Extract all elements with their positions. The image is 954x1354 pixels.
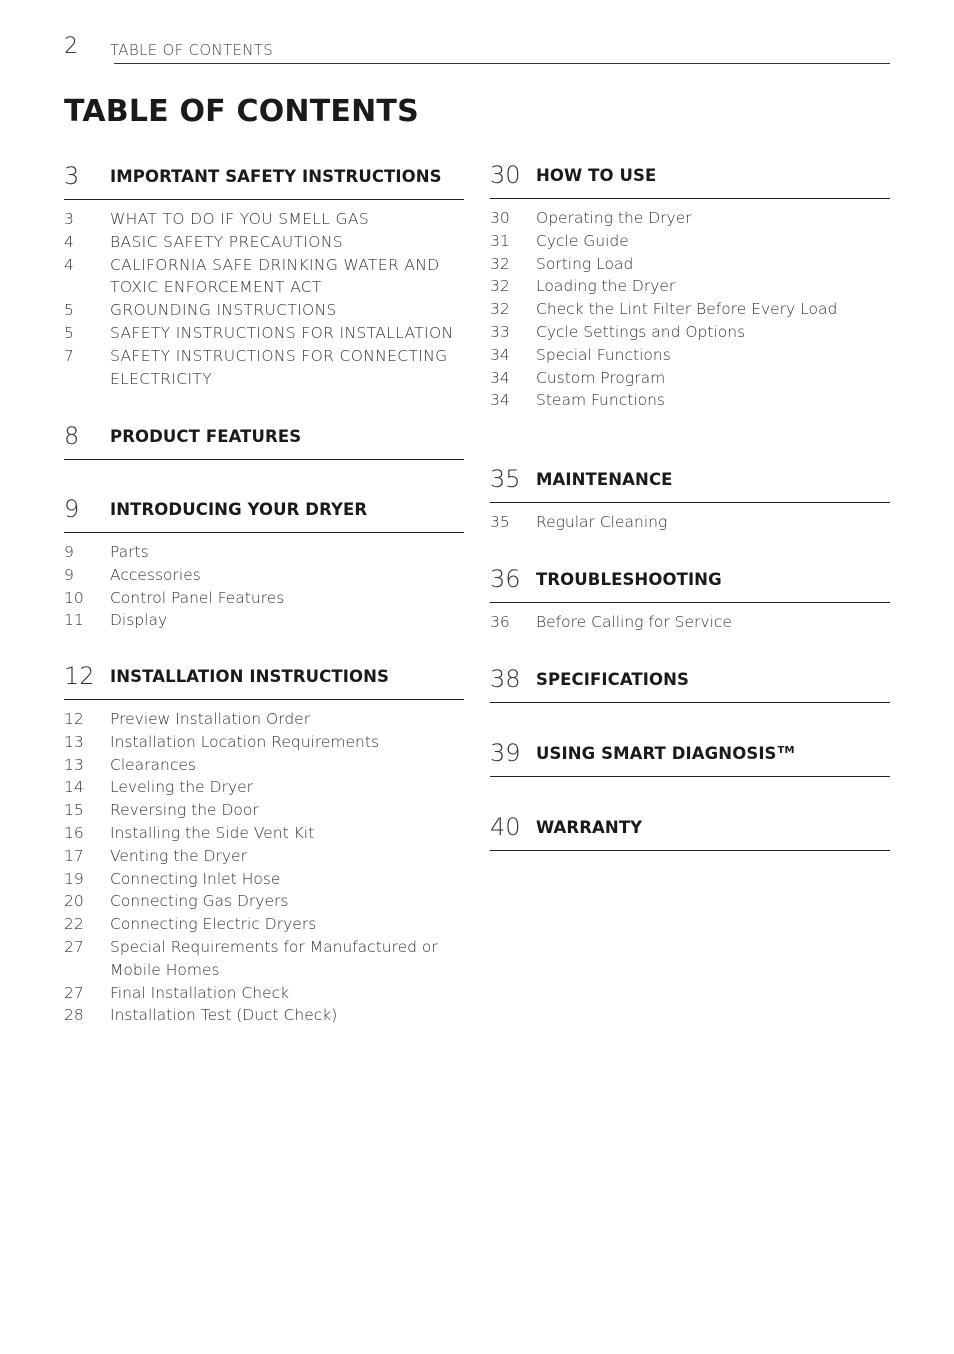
toc-entry[interactable] bbox=[490, 511, 890, 534]
entry-page-number: 19 bbox=[64, 869, 84, 888]
section-page-number: 40 bbox=[490, 813, 521, 841]
entry-page-number: 17 bbox=[64, 846, 84, 865]
entry-title: Check the Lint Filter Before Every Load bbox=[536, 300, 838, 319]
toc-entry[interactable] bbox=[64, 845, 464, 868]
entry-page-number: 5 bbox=[64, 301, 74, 320]
toc-entry[interactable] bbox=[64, 609, 464, 632]
entry-title: Operating the Dryer bbox=[536, 209, 692, 227]
section-page-number: 36 bbox=[490, 565, 521, 593]
running-header bbox=[64, 34, 890, 64]
entry-title: Before Calling for Service bbox=[536, 613, 732, 631]
section-title-text: IMPORTANT SAFETY INSTRUCTIONS bbox=[110, 167, 442, 186]
section-page-number: 39 bbox=[490, 739, 521, 767]
entry-title: SAFETY INSTRUCTIONS FOR CONNECTING ELECTRICITY bbox=[110, 346, 448, 388]
toc-entry[interactable] bbox=[64, 799, 464, 822]
section-entry-list bbox=[490, 511, 890, 534]
toc-section bbox=[490, 559, 890, 634]
toc-entry[interactable] bbox=[490, 389, 890, 412]
section-page-number: 8 bbox=[64, 422, 80, 450]
toc-section bbox=[490, 659, 890, 703]
entry-title: Cycle Settings and Options bbox=[536, 322, 746, 341]
entry-page-number: 32 bbox=[490, 300, 510, 319]
toc-entry[interactable] bbox=[64, 1004, 464, 1027]
entry-page-number: 32 bbox=[490, 254, 510, 273]
toc-entry[interactable] bbox=[490, 298, 890, 321]
toc-entry[interactable] bbox=[490, 253, 890, 276]
entry-title: Cycle Guide bbox=[536, 231, 629, 250]
entry-page-number: 16 bbox=[64, 823, 84, 842]
entry-page-number: 32 bbox=[490, 277, 510, 296]
toc-entry[interactable] bbox=[64, 208, 464, 231]
section-heading[interactable] bbox=[64, 156, 464, 200]
toc-entry[interactable] bbox=[64, 322, 464, 345]
section-page-number: 12 bbox=[64, 662, 95, 690]
toc-entry[interactable] bbox=[490, 321, 890, 344]
entry-page-number: 11 bbox=[64, 611, 84, 630]
entry-page-number: 9 bbox=[64, 543, 74, 561]
section-title-text: WARRANTY bbox=[536, 818, 643, 837]
page-number: 2 bbox=[64, 34, 78, 59]
section-title bbox=[536, 470, 673, 490]
section-entry-list bbox=[64, 708, 464, 1027]
entry-title: Installing the Side Vent Kit bbox=[110, 823, 315, 842]
entry-page-number: 36 bbox=[490, 613, 510, 631]
section-page-number: 9 bbox=[64, 495, 80, 523]
section-heading[interactable] bbox=[64, 489, 464, 533]
entry-title: Display bbox=[110, 611, 168, 630]
entry-page-number: 28 bbox=[64, 1006, 84, 1025]
section-entry-list bbox=[490, 611, 890, 634]
toc-entry[interactable] bbox=[64, 822, 464, 845]
entry-page-number: 20 bbox=[64, 892, 84, 911]
section-title bbox=[536, 818, 642, 838]
entry-title: Special Requirements for Manufactured or Mobile Homes bbox=[110, 937, 438, 979]
entry-title: Special Functions bbox=[536, 345, 671, 364]
section-title-text: HOW TO USE bbox=[536, 166, 657, 185]
entry-page-number: 22 bbox=[64, 915, 84, 934]
toc-entry[interactable] bbox=[490, 344, 890, 367]
toc-entry[interactable] bbox=[64, 254, 464, 300]
entry-title: Steam Functions bbox=[536, 391, 665, 410]
toc-section bbox=[490, 733, 890, 777]
entry-page-number: 27 bbox=[64, 983, 84, 1002]
section-entry-list bbox=[490, 207, 890, 412]
section-entry-list bbox=[64, 208, 464, 390]
entry-page-number: 13 bbox=[64, 732, 84, 751]
entry-page-number: 14 bbox=[64, 778, 84, 797]
toc-entry[interactable] bbox=[490, 207, 890, 230]
entry-page-number: 13 bbox=[64, 755, 84, 774]
section-title bbox=[536, 166, 656, 186]
section-title bbox=[536, 570, 722, 590]
section-heading[interactable] bbox=[64, 656, 464, 700]
section-page-number: 38 bbox=[490, 665, 521, 693]
entry-title: Custom Program bbox=[536, 368, 666, 387]
toc-entry[interactable] bbox=[490, 275, 890, 298]
entry-title: Reversing the Door bbox=[110, 801, 259, 820]
entry-title: WHAT TO DO IF YOU SMELL GAS bbox=[110, 210, 370, 228]
section-heading[interactable] bbox=[490, 459, 890, 503]
section-heading[interactable] bbox=[490, 733, 890, 777]
section-page-number: 30 bbox=[490, 161, 521, 189]
section-title bbox=[536, 744, 795, 764]
entry-title: Regular Cleaning bbox=[536, 513, 668, 531]
entry-page-number: 7 bbox=[64, 346, 74, 365]
entry-title: Leveling the Dryer bbox=[110, 778, 254, 797]
toc-entry[interactable] bbox=[490, 611, 890, 634]
section-title-text: SPECIFICATIONS bbox=[536, 670, 690, 689]
toc-entry[interactable] bbox=[64, 231, 464, 254]
header-rule bbox=[114, 63, 890, 64]
toc-entry[interactable] bbox=[490, 367, 890, 390]
entry-page-number: 15 bbox=[64, 801, 84, 820]
toc-entry[interactable] bbox=[64, 754, 464, 777]
entry-title: Parts bbox=[110, 543, 149, 561]
entry-page-number: 35 bbox=[490, 513, 510, 531]
entry-page-number: 34 bbox=[490, 391, 510, 410]
section-title bbox=[110, 500, 367, 520]
toc-section bbox=[490, 155, 890, 412]
entry-page-number: 12 bbox=[64, 710, 84, 728]
entry-page-number: 27 bbox=[64, 937, 84, 956]
toc-entry[interactable] bbox=[64, 982, 464, 1005]
trademark-superscript: TM bbox=[777, 745, 795, 756]
entry-title: GROUNDING INSTRUCTIONS bbox=[110, 301, 337, 320]
section-heading[interactable] bbox=[490, 559, 890, 603]
toc-section bbox=[490, 807, 890, 851]
section-heading[interactable] bbox=[490, 807, 890, 851]
entry-title: CALIFORNIA SAFE DRINKING WATER AND TOXIC ENFORCEMENT ACT bbox=[110, 255, 440, 297]
section-heading[interactable] bbox=[64, 416, 464, 460]
toc-entry[interactable] bbox=[64, 541, 464, 564]
entry-title: Final Installation Check bbox=[110, 983, 290, 1002]
entry-page-number: 31 bbox=[490, 231, 510, 250]
toc-section bbox=[490, 459, 890, 534]
section-heading[interactable] bbox=[490, 659, 890, 703]
entry-title: Installation Test (Duct Check) bbox=[110, 1006, 338, 1025]
entry-page-number: 34 bbox=[490, 345, 510, 364]
section-title bbox=[110, 427, 301, 447]
section-page-number: 3 bbox=[64, 162, 80, 190]
section-entry-list bbox=[64, 541, 464, 632]
entry-page-number: 5 bbox=[64, 323, 74, 342]
toc-entry[interactable] bbox=[64, 936, 464, 982]
entry-title: SAFETY INSTRUCTIONS FOR INSTALLATION bbox=[110, 323, 454, 342]
toc-entry[interactable] bbox=[64, 299, 464, 322]
page-title: TABLE OF CONTENTS bbox=[64, 94, 419, 129]
entry-title: Connecting Inlet Hose bbox=[110, 869, 281, 888]
entry-title: Loading the Dryer bbox=[536, 277, 676, 296]
entry-title: Venting the Dryer bbox=[110, 846, 247, 865]
entry-title: Preview Installation Order bbox=[110, 710, 311, 728]
section-title bbox=[110, 167, 442, 187]
running-header-label: TABLE OF CONTENTS bbox=[110, 41, 274, 59]
section-title-text: TROUBLESHOOTING bbox=[536, 570, 722, 589]
section-title-text: MAINTENANCE bbox=[536, 470, 673, 489]
toc-entry[interactable] bbox=[64, 708, 464, 731]
entry-title: Installation Location Requirements bbox=[110, 732, 380, 751]
toc-entry[interactable] bbox=[64, 890, 464, 913]
toc-section bbox=[64, 416, 464, 460]
entry-page-number: 10 bbox=[64, 588, 84, 607]
section-title bbox=[110, 667, 389, 687]
entry-title: Connecting Electric Dryers bbox=[110, 915, 317, 934]
entry-title: Control Panel Features bbox=[110, 588, 285, 607]
toc-entry[interactable] bbox=[64, 776, 464, 799]
toc-entry[interactable] bbox=[64, 587, 464, 610]
section-title-text: USING SMART DIAGNOSIS bbox=[536, 744, 777, 763]
toc-entry[interactable] bbox=[64, 345, 464, 391]
section-title bbox=[536, 670, 689, 690]
section-heading[interactable] bbox=[490, 155, 890, 199]
section-page-number: 35 bbox=[490, 465, 521, 493]
entry-page-number: 4 bbox=[64, 255, 74, 274]
toc-section bbox=[64, 489, 464, 632]
entry-page-number: 3 bbox=[64, 210, 74, 228]
toc-entry[interactable] bbox=[64, 868, 464, 891]
section-title-text: PRODUCT FEATURES bbox=[110, 427, 302, 446]
toc-entry[interactable] bbox=[64, 913, 464, 936]
entry-title: Sorting Load bbox=[536, 254, 634, 273]
toc-entry[interactable] bbox=[64, 731, 464, 754]
entry-page-number: 9 bbox=[64, 565, 74, 584]
entry-page-number: 34 bbox=[490, 368, 510, 387]
entry-page-number: 33 bbox=[490, 322, 510, 341]
entry-title: Clearances bbox=[110, 755, 196, 774]
toc-section bbox=[64, 156, 464, 390]
toc-entry[interactable] bbox=[64, 564, 464, 587]
section-title-text: INTRODUCING YOUR DRYER bbox=[110, 500, 368, 519]
entry-title: Accessories bbox=[110, 565, 201, 584]
entry-page-number: 30 bbox=[490, 209, 510, 227]
entry-page-number: 4 bbox=[64, 232, 74, 251]
entry-title: Connecting Gas Dryers bbox=[110, 892, 289, 911]
toc-entry[interactable] bbox=[490, 230, 890, 253]
toc-section bbox=[64, 656, 464, 1027]
entry-title: BASIC SAFETY PRECAUTIONS bbox=[110, 232, 343, 251]
section-title-text: INSTALLATION INSTRUCTIONS bbox=[110, 667, 389, 686]
